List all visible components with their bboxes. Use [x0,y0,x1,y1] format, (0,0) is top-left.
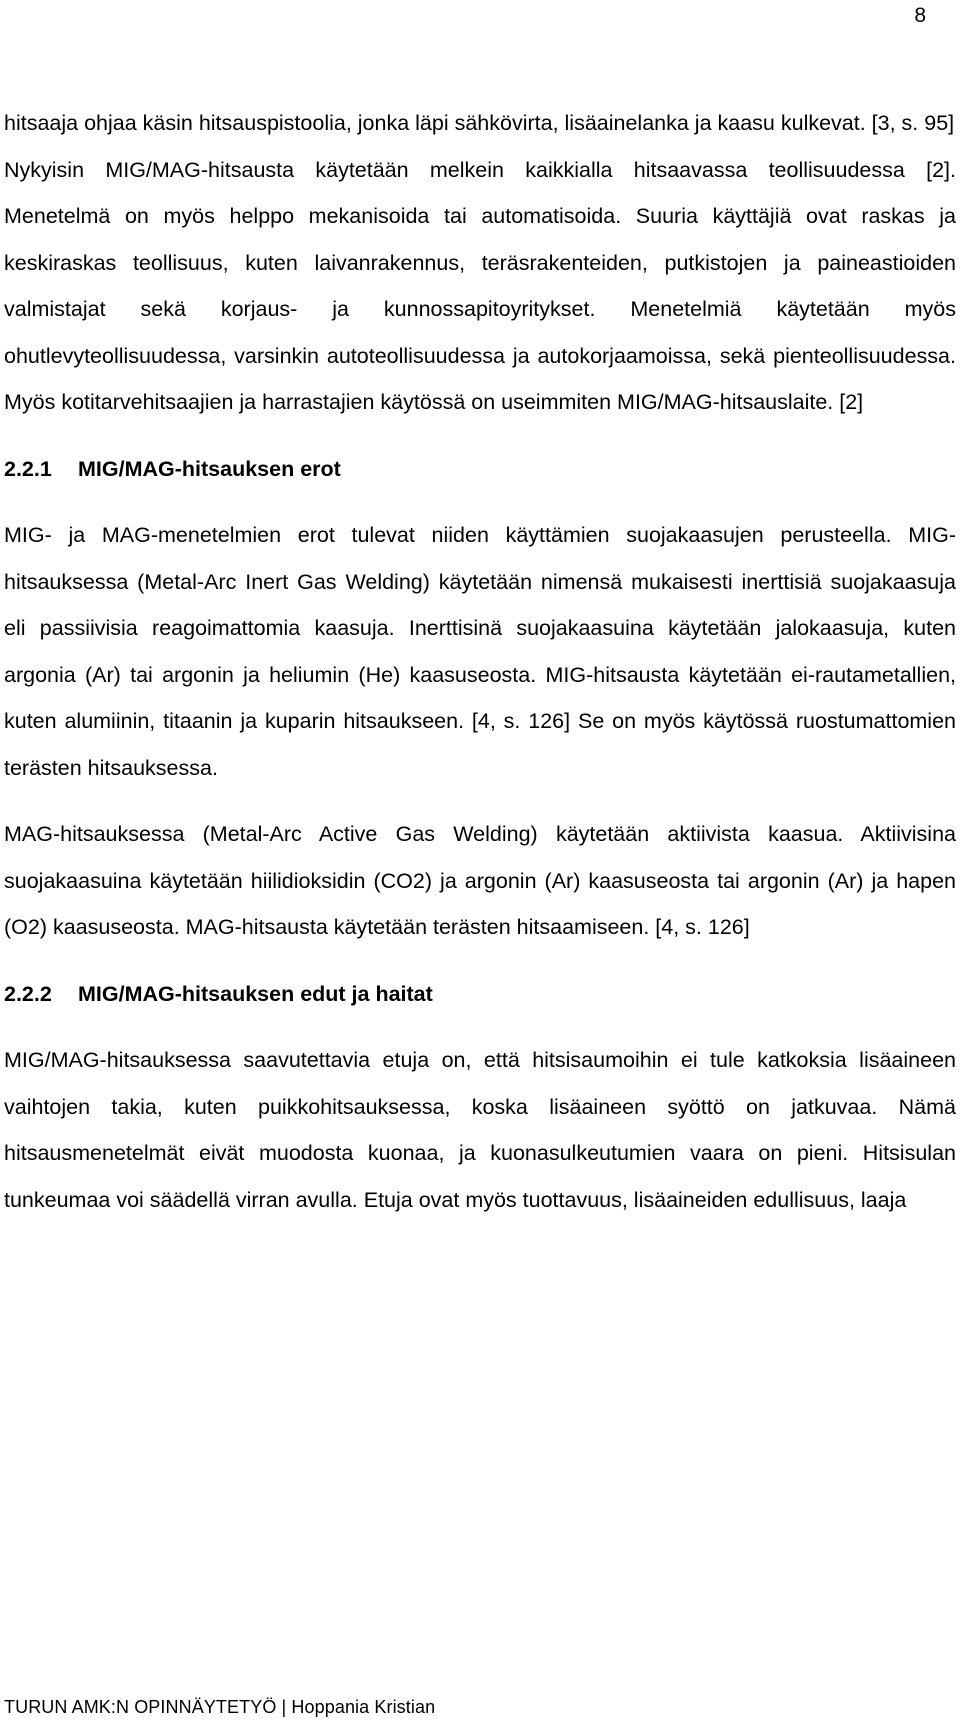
section-title: MIG/MAG-hitsauksen edut ja haitat [78,981,433,1006]
spacer [4,791,956,811]
paragraph-advantages: MIG/MAG-hitsauksessa saavutettavia etuja on, että hitsisaumoihin ei tule katkoksia lisäaineen vaihtojen takia, kuten puikkohitsauksessa, koska lisäaineen syöttö on jatkuvaa. Nämä hitsausmenetelmät eivät muodosta kuonaa, ja kuonasulkeutumien vaara on pieni. Hitsisulan tunkeumaa voi säädellä virran avulla. Etuja ovat myös tuottavuus, lisäaineiden edullisuus, laaja [4,1048,956,1212]
page-content [4,100,956,1223]
spacer [4,951,956,971]
paragraph-mag: MAG-hitsauksessa (Metal-Arc Active Gas Welding) käytetään aktiivista kaasua. Aktiivisina suojakaasuina käytetään hiilidioksidin (CO2) ja argonin (Ar) kaasuseosta tai argonin (Ar) ja hapen (O2) kaasuseosta. MAG-hitsausta käytetään terästen hitsaamiseen. [4, s. 126] [4,822,956,939]
paragraph-usage: Nykyisin MIG/MAG-hitsausta käytetään melkein kaikkialla hitsaavassa teollisuudessa [2]. Menetelmä on myös helppo mekanisoida tai automatisoida. Suuria käyttäjiä ovat raskas ja keskiraskas teollisuus, kuten laivanrakennus, teräsrakenteiden, putkistojen ja paineastioiden valmistajat sekä korjaus- ja kunnossapitoyritykset. Menetelmiä käytetään myös ohutlevyteollisuudessa, varsinkin autoteollisuudessa ja autokorjaamoissa, sekä pienteollisuudessa. Myös kotitarvehitsaajien ja harrastajien käytössä on useimmiten MIG/MAG-hitsauslaite. [2] [4,157,956,414]
page-footer: TURUN AMK:N OPINNÄYTETYÖ | Hoppania Kristian [4,1697,436,1717]
spacer [4,1017,956,1037]
spacer [4,426,956,446]
section-number: 2.2.1 [4,456,52,481]
section-heading-2-2-2 [4,971,956,1018]
page-number: 8 [914,4,926,27]
section-heading-2-2-1 [4,446,956,493]
paragraph-mig: MIG- ja MAG-menetelmien erot tulevat niiden käyttämien suojakaasujen perusteella. MIG-hitsauksessa (Metal-Arc Inert Gas Welding) käytetään nimensä mukaisesti inerttisiä suojakaasuja eli passiivisia reagoimattomia kaasuja. Inerttisinä suojakaasuina käytetään jalokaasuja, kuten argonia (Ar) tai argonin ja heliumin (He) kaasuseosta. MIG-hitsausta käytetään ei-rautametallien, kuten alumiinin, titaanin ja kuparin hitsaukseen. [4, s. 126] Se on myös käytössä ruostumattomien terästen hitsauksessa. [4,523,956,780]
spacer [4,492,956,512]
paragraph-intro: hitsaaja ohjaa käsin hitsauspistoolia, jonka läpi sähkövirta, lisäainelanka ja kaasu kulkevat. [3, s. 95] [4,111,955,135]
section-number: 2.2.2 [4,981,52,1006]
section-title: MIG/MAG-hitsauksen erot [78,456,341,481]
